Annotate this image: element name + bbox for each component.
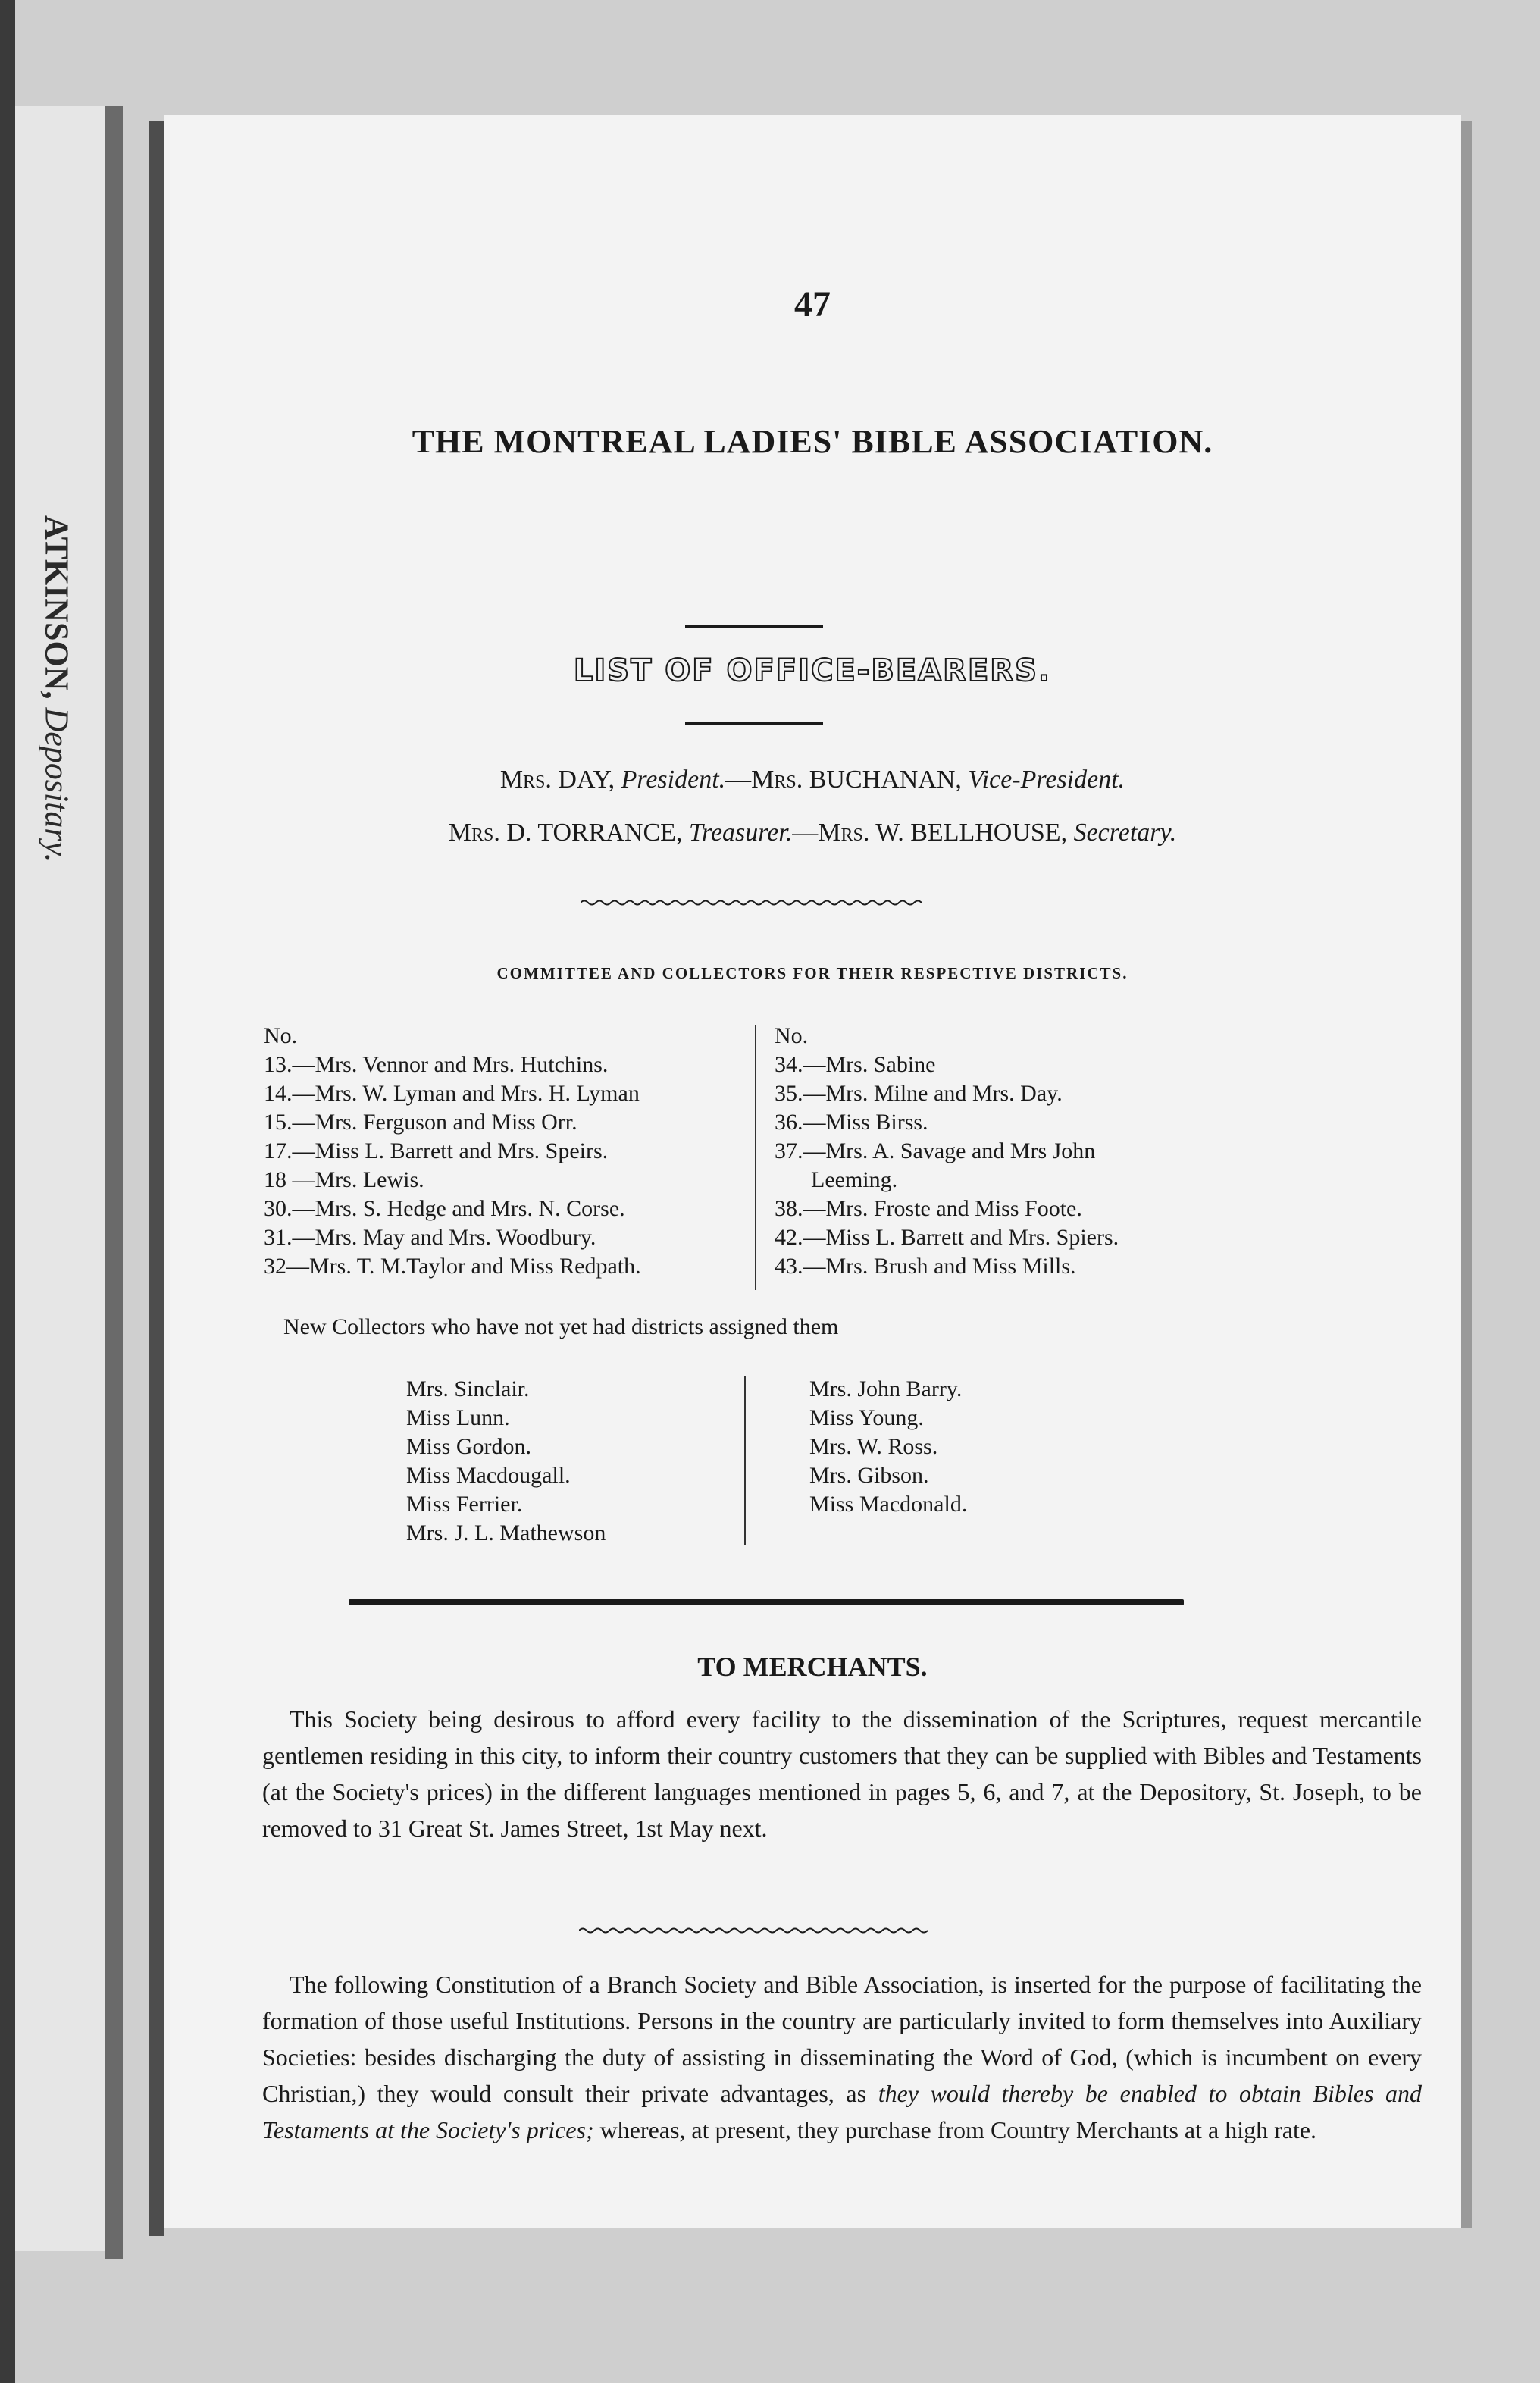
- list-item: Miss Ferrier.: [406, 1492, 523, 1517]
- list-item: Mrs. Gibson.: [809, 1463, 929, 1488]
- new-collectors-right-column: [809, 1375, 967, 1519]
- list-item: Miss Macdonald.: [809, 1492, 968, 1517]
- list-item: 13.—Mrs. Vennor and Mrs. Hutchins.: [264, 1052, 609, 1077]
- list-item: Miss Lunn.: [406, 1405, 510, 1430]
- list-item: Miss Gordon.: [406, 1434, 532, 1459]
- heading-rule: [685, 722, 823, 725]
- list-item: 42.—Miss L. Barrett and Mrs. Spiers.: [775, 1225, 1119, 1250]
- committee-left-column: [264, 1022, 641, 1281]
- column-divider: [755, 1025, 756, 1290]
- list-item: 31.—Mrs. May and Mrs. Woodbury.: [264, 1225, 596, 1250]
- list-item: 18 —Mrs. Lewis.: [264, 1167, 424, 1192]
- list-item: 32—Mrs. T. M.Taylor and Miss Redpath.: [264, 1254, 641, 1279]
- section-rule: [349, 1599, 1184, 1605]
- officers-line-2: Mrs. D. TORRANCE, Treasurer.—Mrs. W. BELLHOUSE, Secretary.: [448, 819, 1177, 847]
- list-item: 37.—Mrs. A. Savage and Mrs John: [775, 1138, 1096, 1163]
- list-item: No.: [264, 1023, 298, 1048]
- list-item: 34.—Mrs. Sabine: [775, 1052, 936, 1077]
- title-rule: [685, 625, 823, 628]
- list-item: Mrs. J. L. Mathewson: [406, 1520, 606, 1545]
- list-item: 14.—Mrs. W. Lyman and Mrs. H. Lyman: [264, 1081, 640, 1106]
- scanner-edge: [0, 0, 15, 2383]
- list-item: 43.—Mrs. Brush and Miss Mills.: [775, 1254, 1076, 1279]
- list-item: Mrs. John Barry.: [809, 1376, 962, 1401]
- list-item: 35.—Mrs. Milne and Mrs. Day.: [775, 1081, 1063, 1106]
- list-item: 15.—Mrs. Ferguson and Miss Orr.: [264, 1110, 578, 1135]
- page-number: 47: [794, 284, 831, 324]
- facing-text-main: ATKINSON,: [38, 515, 76, 700]
- wavy-divider: [581, 899, 922, 907]
- committee-right-column: [775, 1022, 1119, 1281]
- officers-line-1: Mrs. DAY, President.—Mrs. BUCHANAN, Vice-President.: [499, 766, 1125, 794]
- page-gutter: [149, 121, 164, 2236]
- list-item: Mrs. Sinclair.: [406, 1376, 530, 1401]
- book-page: [164, 115, 1461, 2228]
- list-item: Miss Young.: [809, 1405, 924, 1430]
- facing-text-italic: Depositary.: [38, 707, 76, 863]
- list-item: 17.—Miss L. Barrett and Mrs. Speirs.: [264, 1138, 609, 1163]
- list-item: Mrs. W. Ross.: [809, 1434, 938, 1459]
- committee-heading: COMMITTEE AND COLLECTORS FOR THEIR RESPECTIVE DISTRICTS.: [496, 964, 1128, 982]
- page-edge: [1461, 121, 1472, 2228]
- list-item: No.: [775, 1023, 809, 1048]
- list-item: 36.—Miss Birss.: [775, 1110, 928, 1135]
- facing-page-text: [23, 515, 91, 2107]
- list-item: Miss Macdougall.: [406, 1463, 571, 1488]
- list-item: Leeming.: [811, 1167, 898, 1192]
- new-collectors-intro: New Collectors who have not yet had districts assigned them: [283, 1314, 839, 1339]
- merchants-paragraph: This Society being desirous to afford every facility to the dissemination of the Scriptures, request mercantile gentlemen residing in this city, to inform their country customers that they can be supplied with Bibles and Testaments (at the Society's prices) in the different languages mentioned in pages 5, 6, and 7, at the Depository, St. Joseph, to be removed to 31 Great St. James Street, 1st May next.: [262, 1705, 1422, 1842]
- new-collectors-left-column: [406, 1375, 606, 1548]
- facing-page: [15, 106, 105, 2251]
- constitution-paragraph: The following Constitution of a Branch Society and Bible Association, is inserted for the purpose of facilitating the formation of those useful Institutions. Persons in the country are particularly invited to form themselves into Auxiliary Societies: besides discharging the duty of assisting in disseminating the Word of God, (which is incumbent on every Christian,) they would consult their private advantages, as they would thereby be enabled to obtain Bibles and Testaments at the Society's prices; whereas, at present, they purchase from Country Merchants at a high rate.: [262, 1971, 1423, 2143]
- page-title: THE MONTREAL LADIES' BIBLE ASSOCIATION.: [412, 423, 1213, 460]
- column-divider: [744, 1376, 746, 1545]
- book-spine: [105, 106, 123, 2259]
- merchants-title: TO MERCHANTS.: [697, 1652, 928, 1682]
- list-item: 30.—Mrs. S. Hedge and Mrs. N. Corse.: [264, 1196, 625, 1221]
- wavy-divider: [579, 1927, 928, 1934]
- section-heading: LIST OF OFFICE-BEARERS.: [573, 653, 1052, 688]
- list-item: 38.—Mrs. Froste and Miss Foote.: [775, 1196, 1082, 1221]
